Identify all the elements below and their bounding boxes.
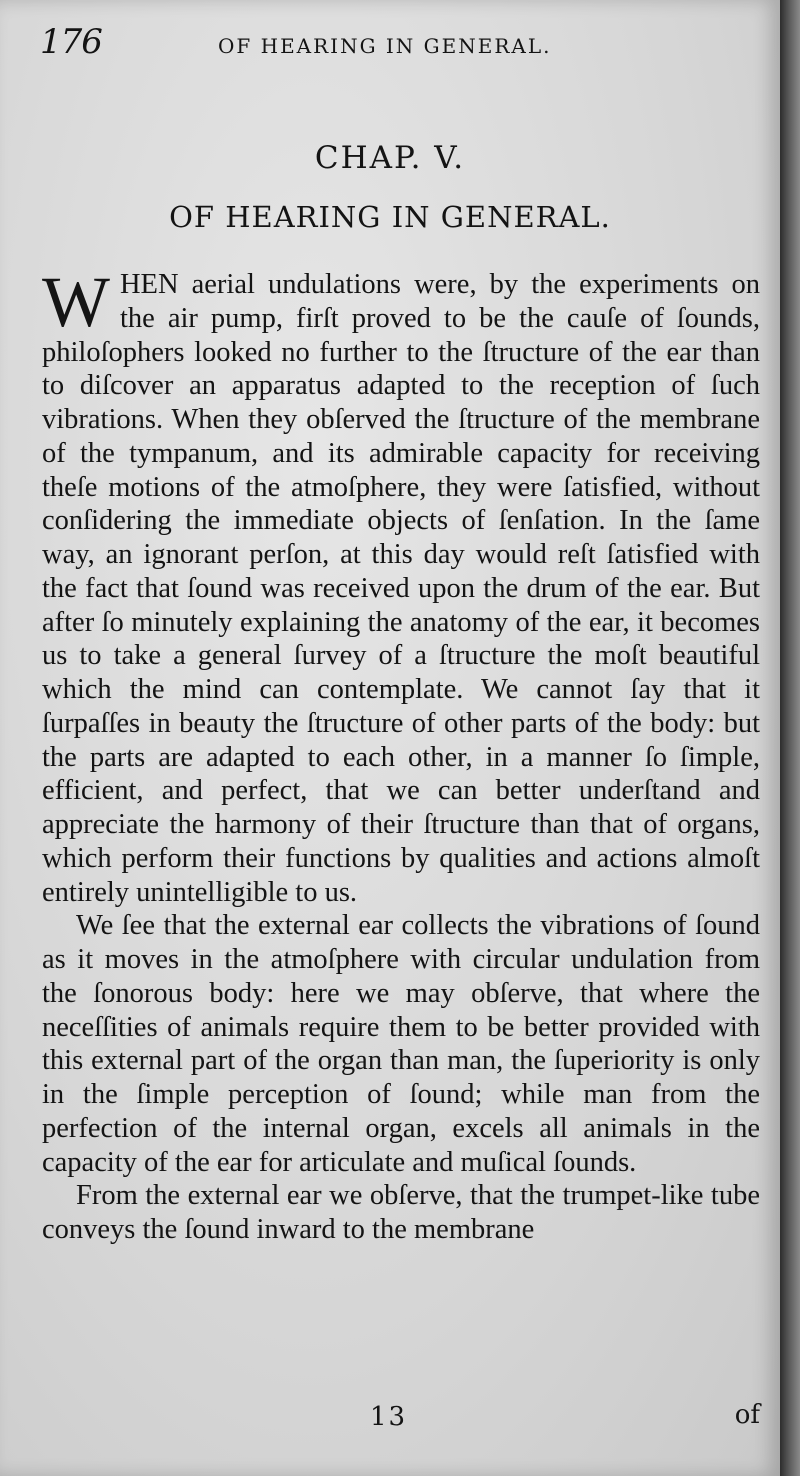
drop-cap: W xyxy=(42,262,110,342)
paragraph-1-text: aerial undulations were, by the experiments on the air pump, firſt proved to be the cauſe of ſounds, philoſophers looked no further to the ſtructure of the ear than to diſcover an apparatus adapted to the reception of ſuch vibrations. When they obſerved the ſtructure of the membrane of the tympanum, and its admirable capacity for receiving theſe motions of the atmoſphere, they were ſatisfied, without conſidering the immediate objects of ſenſation. In the ſame way, an ignorant perſon, at this day would reſt ſatisfied with the fact that ſound was received upon the drum of the ear. But after ſo minutely explaining the anatomy of the ear, it becomes us to take a general ſurvey of a ſtructure the moſt beautiful which the mind can contemplate. We cannot ſay that it ſurpaſſes in beauty the ſtructure of other parts of the body: but the parts are adapted to each other, in a manner ſo ſimple, efficient, and perfect, that we can better underſtand and appreciate the harmony of their ſtructure than that of organs, which perform their functions by qualities and actions almoſt entirely unintelligible to us. xyxy=(42,269,760,908)
paragraph-3: From the external ear we obſerve, that the trumpet-like tube conveys the ſound inward to the membrane xyxy=(42,1180,760,1245)
running-head xyxy=(40,18,760,68)
chapter-label: CHAP. V. xyxy=(314,140,466,176)
running-title: OF HEARING IN GENERAL. xyxy=(218,34,552,58)
chapter-title: OF HEARING IN GENERAL. xyxy=(169,200,611,234)
small-caps-lead: HEN xyxy=(119,269,179,300)
page-edge-shadow xyxy=(780,0,800,1476)
signature-mark: 13 xyxy=(370,1402,408,1432)
page-footer xyxy=(40,1400,760,1440)
paragraph-2: We ſee that the external ear collects the vibrations of ſound as it moves in the atmoſphere with circular undulation from the ſonorous body: here we may obſerve, that where the neceſſities of animals require them to be better provided with this external part of the organ than man, the ſuperiority is only in the ſimple perception of ſound; while man from the perfection of the internal organ, excels all animals in the capacity of the ear for articulate and muſical ſounds. xyxy=(42,910,760,1178)
page-number: 176 xyxy=(40,22,102,62)
catchword: of xyxy=(734,1400,760,1430)
body-text xyxy=(42,262,760,1247)
paragraph-1 xyxy=(42,262,760,909)
